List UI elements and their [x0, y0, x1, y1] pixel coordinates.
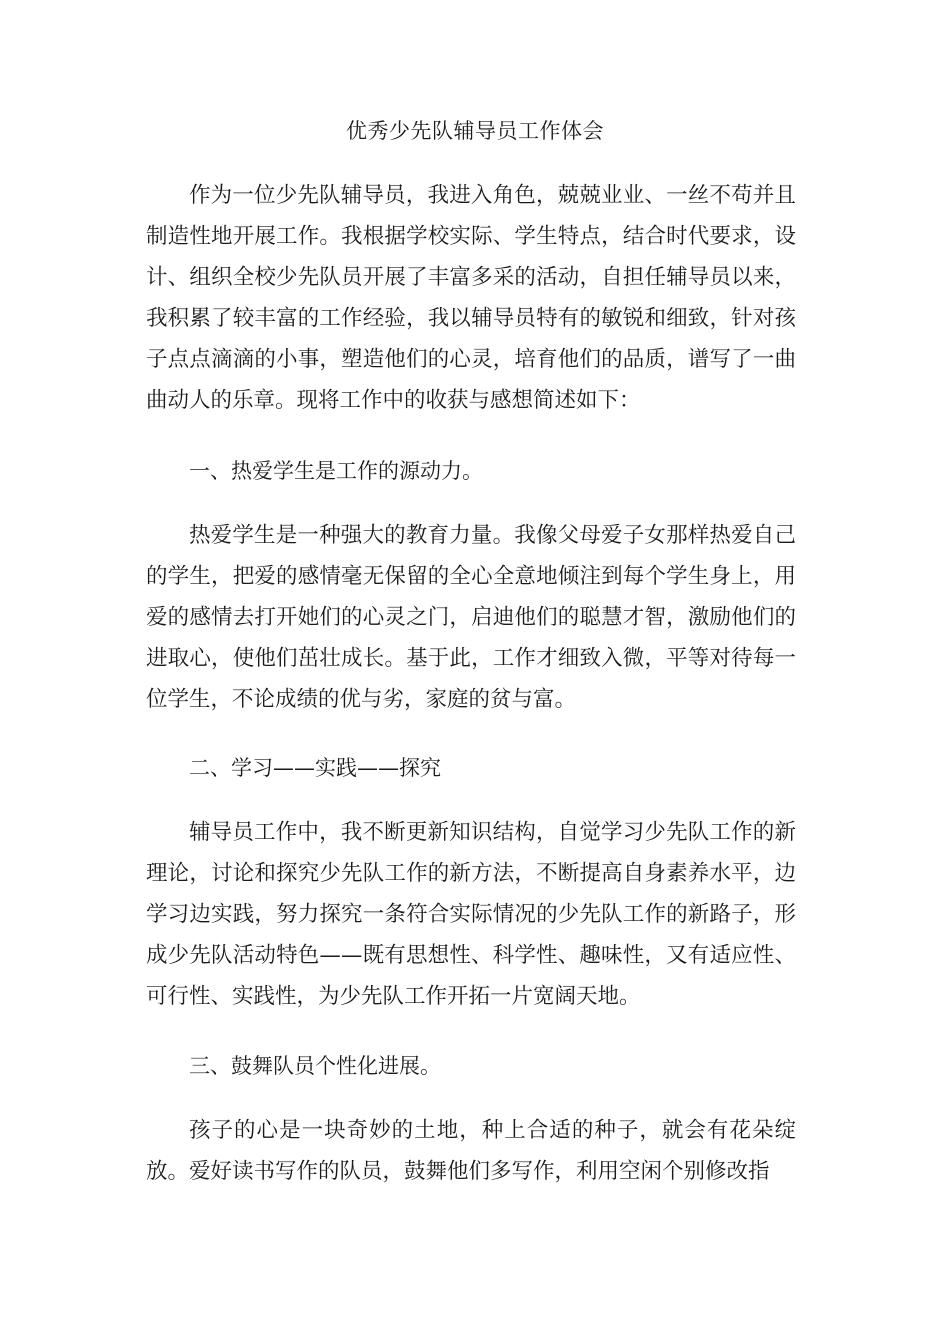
section-heading-3: 三、鼓舞队员个性化进展。 — [189, 1054, 441, 1078]
paragraph-section-1: 热爱学生是一种强大的教育力量。我像父母爱子女那样热爱自己的学生，把爱的感情毫无保留的全心全意地倾注到每个学生身上，用爱的感情去打开她们的心灵之门，启迪他们的聪慧才智，激励他们的进取心，使他们茁壮成长。基于此，工作才细致入微，平等对待每一位学生，不论成绩的优与劣，家庭的贫与富。 — [146, 523, 796, 712]
paragraph-section-3: 孩子的心是一块奇妙的土地，种上合适的种子，就会有花朵绽放。爱好读书写作的队员，鼓舞他们多写作，利用空闲个别修改指 — [146, 1118, 796, 1184]
section-heading-2: 二、学习——实践——探究 — [189, 756, 441, 780]
paragraph-intro: 作为一位少先队辅导员，我进入角色，兢兢业业、一丝不苟并且制造性地开展工作。我根据学校实际、学生特点，结合时代要求，设计、组织全校少先队员开展了丰富多采的活动，自担任辅导员以来，我积累了较丰富的工作经验，我以辅导员特有的敏锐和细致，针对孩子点点滴滴的小事，塑造他们的心灵，培育他们的品质，谱写了一曲曲动人的乐章。现将工作中的收获与感想简述如下： — [146, 183, 796, 413]
section-heading-1: 一、热爱学生是工作的源动力。 — [189, 459, 483, 483]
paragraph-section-2: 辅导员工作中，我不断更新知识结构，自觉学习少先队工作的新理论，讨论和探究少先队工作的新方法，不断提高自身素养水平，边学习边实践，努力探究一条符合实际情况的少先队工作的新路子，形成少先队活动特色——既有思想性、科学性、趣味性，又有适应性、可行性、实践性，为少先队工作开拓一片宽阔天地。 — [146, 820, 796, 1009]
page-title: 优秀少先队辅导员工作体会 — [346, 119, 604, 143]
